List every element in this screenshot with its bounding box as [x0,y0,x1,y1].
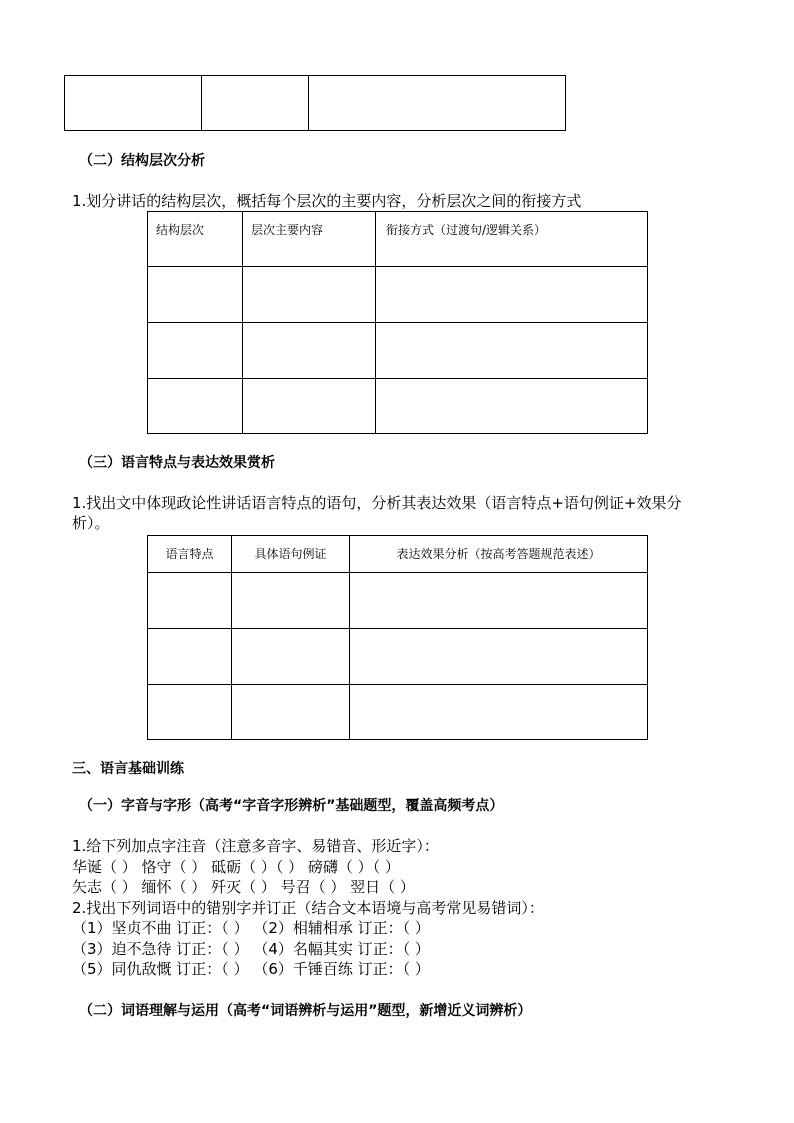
subsection-heading-pronunciation: （一）字音与字形（高考“字音字形辨析”基础题型，覆盖高频考点） [79,798,504,814]
exercise-line: 2.找出下列词语中的错别字并订正（结合文本语境与高考常见易错词）： [72,898,544,917]
subsection-heading-vocabulary: （二）词语理解与运用（高考“词语辨析与运用”题型，新增近义词辨析） [79,1003,532,1019]
column-header: 结构层次 [148,212,243,267]
top-partial-table [64,75,566,131]
exercise-line: 1.给下列加点字注音（注意多音字、易错音、形近字）： [72,837,439,855]
language-table [147,535,648,740]
exercise-line: （3）迫不急待 订正：（ ） （4）名幅其实 订正：（ ） [72,939,430,958]
table-row [148,629,648,685]
answer-cell[interactable] [350,573,648,629]
structure-table [147,211,648,434]
exercise-line: 矢志（ ） 缅怀（ ） 歼灭（ ） 号召（ ） 翌日（ ） [72,878,415,896]
column-header: 衔接方式（过渡句/逻辑关系） [376,212,648,267]
exercise-line: （1）坚贞不曲 订正：（ ） （2）相辅相承 订正：（ ） [72,919,430,937]
table-cell [309,76,566,131]
column-header: 语言特点 [148,536,232,573]
answer-cell[interactable] [350,685,648,740]
answer-cell[interactable] [232,573,350,629]
table-header-row [148,536,648,573]
section-heading-structure: （二）结构层次分析 [79,153,205,169]
answer-cell[interactable] [376,379,648,434]
table-cell [202,76,309,131]
answer-cell[interactable] [350,629,648,685]
column-header: 具体语句例证 [232,536,350,573]
answer-cell[interactable] [148,629,232,685]
table-row [148,323,648,379]
exercise-block [72,836,544,980]
table-row [148,379,648,434]
table-row [148,573,648,629]
answer-cell[interactable] [232,629,350,685]
answer-cell[interactable] [376,267,648,323]
section-heading-language: （三）语言特点与表达效果赏析 [79,455,275,471]
question-language-line2: 析）。 [72,514,110,532]
answer-cell[interactable] [148,323,243,379]
answer-cell[interactable] [243,379,376,434]
answer-cell[interactable] [148,379,243,434]
table-header-row [148,212,648,267]
answer-cell[interactable] [148,573,232,629]
table-cell [65,76,202,131]
table-row [148,267,648,323]
answer-cell[interactable] [232,685,350,740]
question-language-line1: 1.找出文中体现政论性讲话语言特点的语句，分析其表达效果（语言特点+语句例证+效果分 [72,494,682,512]
exercise-line: 华诞（ ） 恪守（ ） 砥砺（ ）（ ） 磅礴（ ）（ ） [72,857,400,876]
part-heading-language-basics: 三、语言基础训练 [72,761,184,777]
answer-cell[interactable] [243,267,376,323]
column-header: 层次主要内容 [243,212,376,267]
answer-cell[interactable] [148,685,232,740]
answer-cell[interactable] [376,323,648,379]
answer-cell[interactable] [148,267,243,323]
question-structure: 1.划分讲话的结构层次，概括每个层次的主要内容，分析层次之间的衔接方式 [72,192,582,210]
answer-cell[interactable] [243,323,376,379]
exercise-line: （5）同仇敌慨 订正：（ ） （6）千锤百练 订正：（ ） [72,960,430,978]
column-header: 表达效果分析（按高考答题规范表述） [350,536,648,573]
table-row [148,685,648,740]
